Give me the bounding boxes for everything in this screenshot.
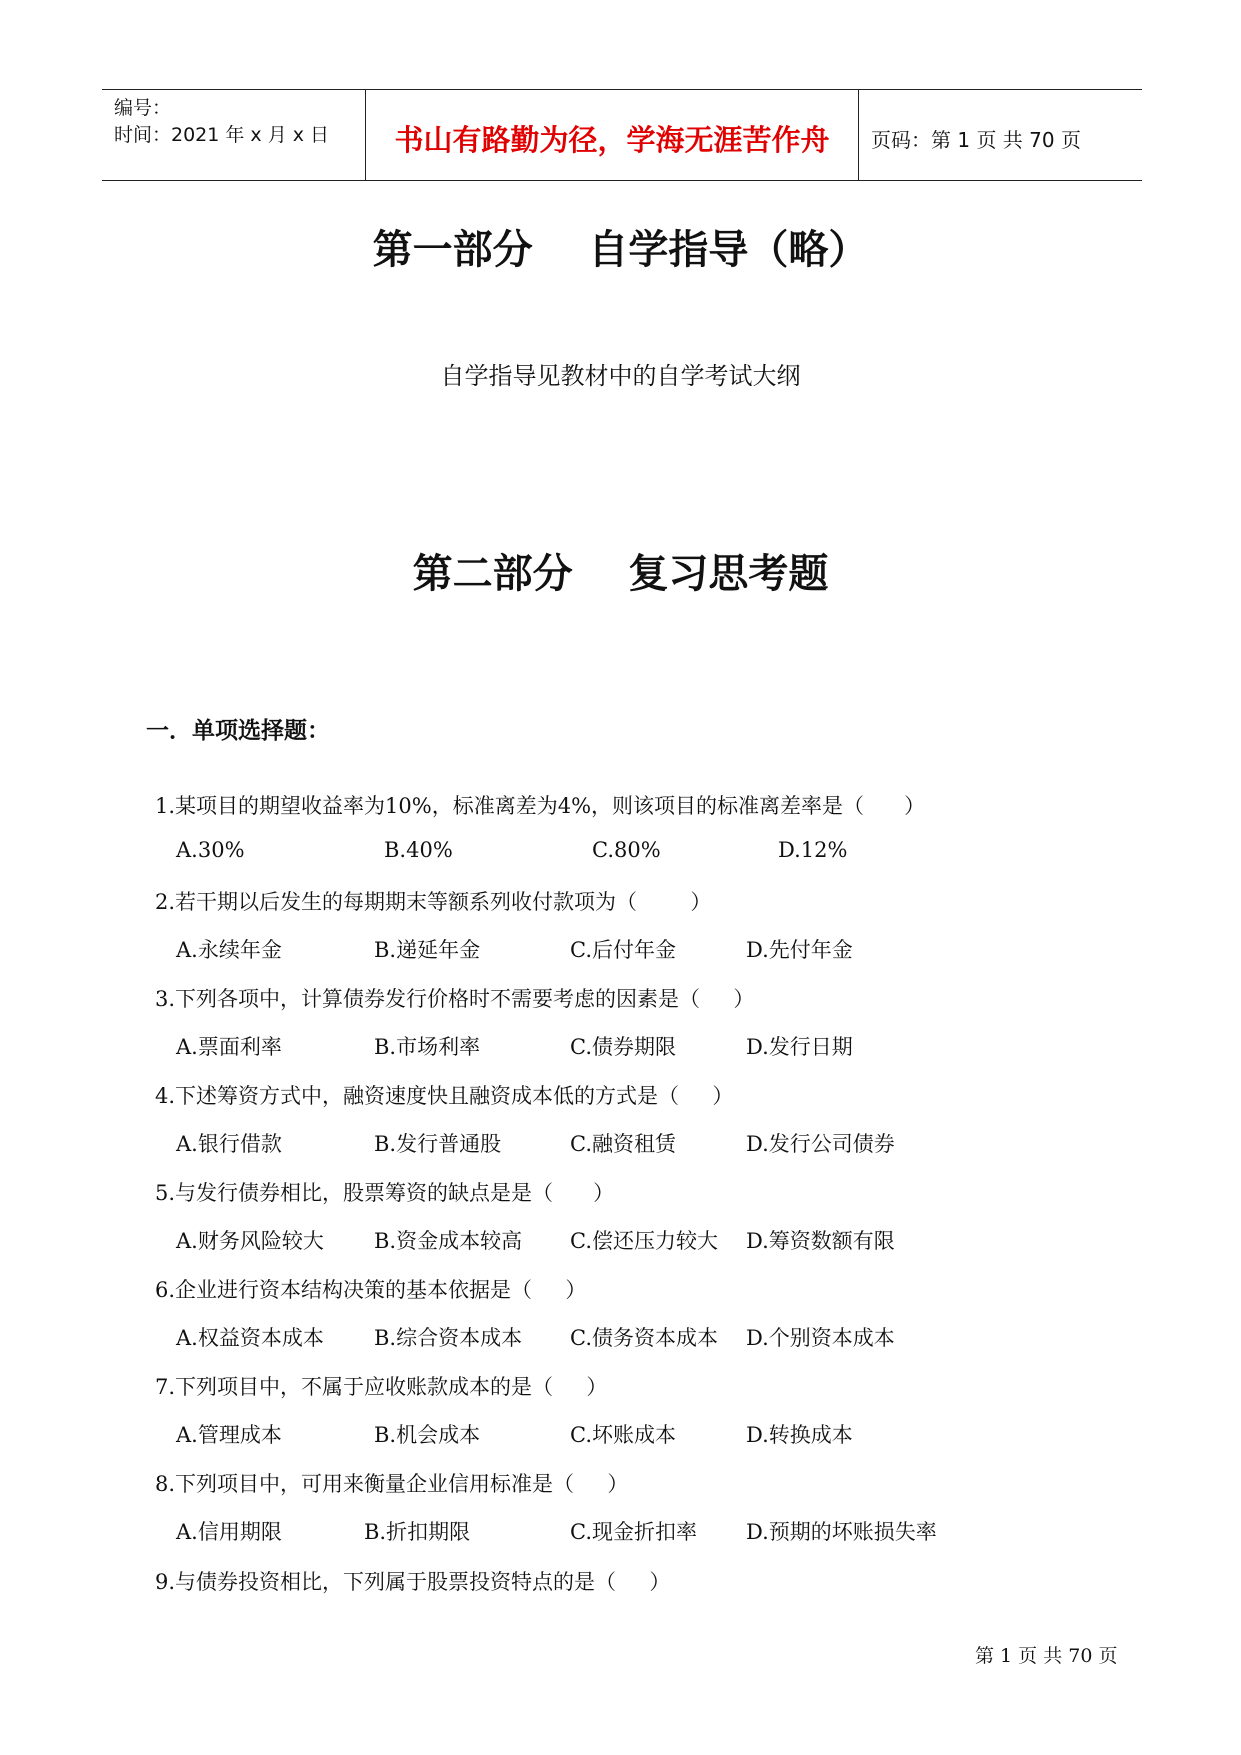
option-a: A.权益资本成本 xyxy=(176,1326,324,1350)
option-b: B.资金成本较高 xyxy=(374,1229,523,1253)
option-a: A.信用期限 xyxy=(176,1520,282,1544)
page-header xyxy=(102,89,1142,181)
question-stem: 5.与发行债券相比，股票筹资的缺点是是（ ） xyxy=(155,1181,615,1205)
header-date-label: 时间：2021 年 x 月 x 日 xyxy=(114,124,330,146)
option-d: D.发行日期 xyxy=(746,1035,853,1059)
option-b: B.综合资本成本 xyxy=(374,1326,523,1350)
header-meta-cell xyxy=(102,90,366,180)
option-d: D.预期的坏账损失率 xyxy=(746,1520,937,1544)
option-c: C.坏账成本 xyxy=(570,1423,676,1447)
header-page-info: 页码：第 1 页 共 70 页 xyxy=(871,128,1081,152)
part2-title: 第二部分 复习思考题 xyxy=(412,551,829,597)
option-a: A.管理成本 xyxy=(176,1423,282,1447)
option-a: A.银行借款 xyxy=(176,1132,282,1156)
option-b: B.市场利率 xyxy=(374,1035,481,1059)
option-d: D.先付年金 xyxy=(746,938,853,962)
option-d: D.个别资本成本 xyxy=(746,1326,895,1350)
header-page-cell xyxy=(859,90,1142,180)
question-stem: 4.下述筹资方式中，融资速度快且融资成本低的方式是（ ） xyxy=(155,1084,734,1108)
question-stem: 1.某项目的期望收益率为10%，标准离差为4%，则该项目的标准离差率是（ ） xyxy=(155,794,926,818)
part1-title: 第一部分 自学指导（略） xyxy=(372,227,869,273)
option-b: B.发行普通股 xyxy=(374,1132,502,1156)
option-c: C.80% xyxy=(592,838,661,862)
question-stem: 6.企业进行资本结构决策的基本依据是（ ） xyxy=(155,1278,587,1302)
header-number-label: 编号： xyxy=(114,97,172,119)
option-a: A.票面利率 xyxy=(176,1035,282,1059)
option-c: C.现金折扣率 xyxy=(570,1520,697,1544)
option-d: D.12% xyxy=(778,838,848,862)
option-d: D.发行公司债券 xyxy=(746,1132,895,1156)
option-d: D.筹资数额有限 xyxy=(746,1229,895,1253)
option-c: C.融资租赁 xyxy=(570,1132,676,1156)
question-stem: 9.与债券投资相比，下列属于股票投资特点的是（ ） xyxy=(155,1570,671,1594)
header-motto: 书山有路勤为径，学海无涯苦作舟 xyxy=(394,123,830,157)
option-b: B.机会成本 xyxy=(374,1423,481,1447)
option-a: A.财务风险较大 xyxy=(176,1229,324,1253)
option-c: C.债券期限 xyxy=(570,1035,676,1059)
section-title: 一．单项选择题： xyxy=(146,718,330,744)
option-b: B.递延年金 xyxy=(374,938,481,962)
option-a: A.永续年金 xyxy=(176,938,282,962)
option-c: C.债务资本成本 xyxy=(570,1326,718,1350)
question-stem: 8.下列项目中，可用来衡量企业信用标准是（ ） xyxy=(155,1472,629,1496)
option-d: D.转换成本 xyxy=(746,1423,853,1447)
part1-subtitle: 自学指导见教材中的自学考试大纲 xyxy=(440,362,801,390)
question-stem: 3.下列各项中，计算债券发行价格时不需要考虑的因素是（ ） xyxy=(155,987,755,1011)
option-c: C.偿还压力较大 xyxy=(570,1229,718,1253)
option-b: B.折扣期限 xyxy=(364,1520,471,1544)
option-a: A.30% xyxy=(176,838,245,862)
page-footer: 第 1 页 共 70 页 xyxy=(975,1645,1118,1667)
header-motto-cell xyxy=(366,90,859,180)
question-stem: 2.若干期以后发生的每期期末等额系列收付款项为（ ） xyxy=(155,890,712,914)
option-b: B.40% xyxy=(384,838,453,862)
option-c: C.后付年金 xyxy=(570,938,676,962)
question-stem: 7.下列项目中，不属于应收账款成本的是（ ） xyxy=(155,1375,608,1399)
